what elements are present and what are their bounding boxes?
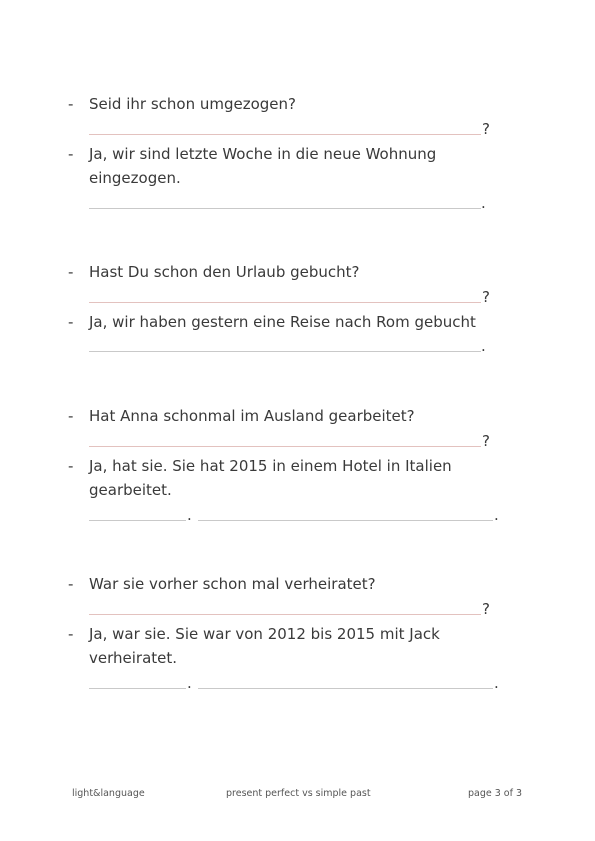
footer-left: light&language	[72, 788, 145, 799]
answer-blank-long[interactable]	[198, 520, 493, 521]
answer-line	[68, 454, 528, 478]
answer-dash: -	[68, 313, 74, 331]
answer-blank-line[interactable]	[89, 351, 481, 352]
footer-page-number: page 3 of 3	[468, 788, 523, 799]
exercise-1	[68, 92, 528, 212]
exercise-4	[68, 572, 528, 692]
answer-blank-long[interactable]	[198, 688, 493, 689]
question-blank-line[interactable]	[89, 446, 481, 447]
answer-dash: -	[68, 457, 74, 475]
answer-text-2: verheiratet.	[89, 649, 178, 667]
question-dash: -	[68, 263, 74, 281]
question-line	[68, 260, 528, 284]
question-dash: -	[68, 95, 74, 113]
answer-end-period: .	[494, 674, 499, 692]
answer-separator-period: .	[187, 506, 192, 524]
answer-blank-line[interactable]	[89, 208, 481, 209]
question-blank-line[interactable]	[89, 134, 481, 135]
answer-line-2	[68, 646, 528, 670]
question-text: War sie vorher schon mal verheiratet?	[89, 575, 376, 593]
question-mark: ?	[482, 600, 490, 618]
question-text: Hast Du schon den Urlaub gebucht?	[89, 263, 360, 281]
question-mark: ?	[482, 432, 490, 450]
question-mark: ?	[482, 120, 490, 138]
answer-line-2	[68, 166, 528, 190]
answer-blank-short[interactable]	[89, 688, 186, 689]
answer-end-period: .	[494, 506, 499, 524]
question-dash: -	[68, 407, 74, 425]
question-dash: -	[68, 575, 74, 593]
footer-center: present perfect vs simple past	[226, 788, 371, 799]
question-line	[68, 572, 528, 596]
question-mark: ?	[482, 288, 490, 306]
question-text: Seid ihr schon umgezogen?	[89, 95, 296, 113]
question-line	[68, 92, 528, 116]
answer-end-period: .	[481, 337, 486, 355]
exercise-3	[68, 404, 528, 524]
question-text: Hat Anna schonmal im Ausland gearbeitet?	[89, 407, 415, 425]
answer-line-2	[68, 478, 528, 502]
answer-line	[68, 310, 528, 334]
answer-text-1: Ja, wir sind letzte Woche in die neue Wohnung	[89, 145, 437, 163]
question-line	[68, 404, 528, 428]
question-blank-line[interactable]	[89, 302, 481, 303]
answer-text-1: Ja, hat sie. Sie hat 2015 in einem Hotel in Italien	[89, 457, 452, 475]
answer-text-2: eingezogen.	[89, 169, 181, 187]
answer-dash: -	[68, 625, 74, 643]
answer-separator-period: .	[187, 674, 192, 692]
answer-line	[68, 622, 528, 646]
exercise-2	[68, 260, 528, 355]
answer-text-2: gearbeitet.	[89, 481, 172, 499]
answer-text-1: Ja, wir haben gestern eine Reise nach Rom gebucht	[89, 313, 476, 331]
answer-line	[68, 142, 528, 166]
answer-dash: -	[68, 145, 74, 163]
answer-end-period: .	[481, 194, 486, 212]
answer-text-1: Ja, war sie. Sie war von 2012 bis 2015 mit Jack	[89, 625, 440, 643]
question-blank-line[interactable]	[89, 614, 481, 615]
answer-blank-short[interactable]	[89, 520, 186, 521]
